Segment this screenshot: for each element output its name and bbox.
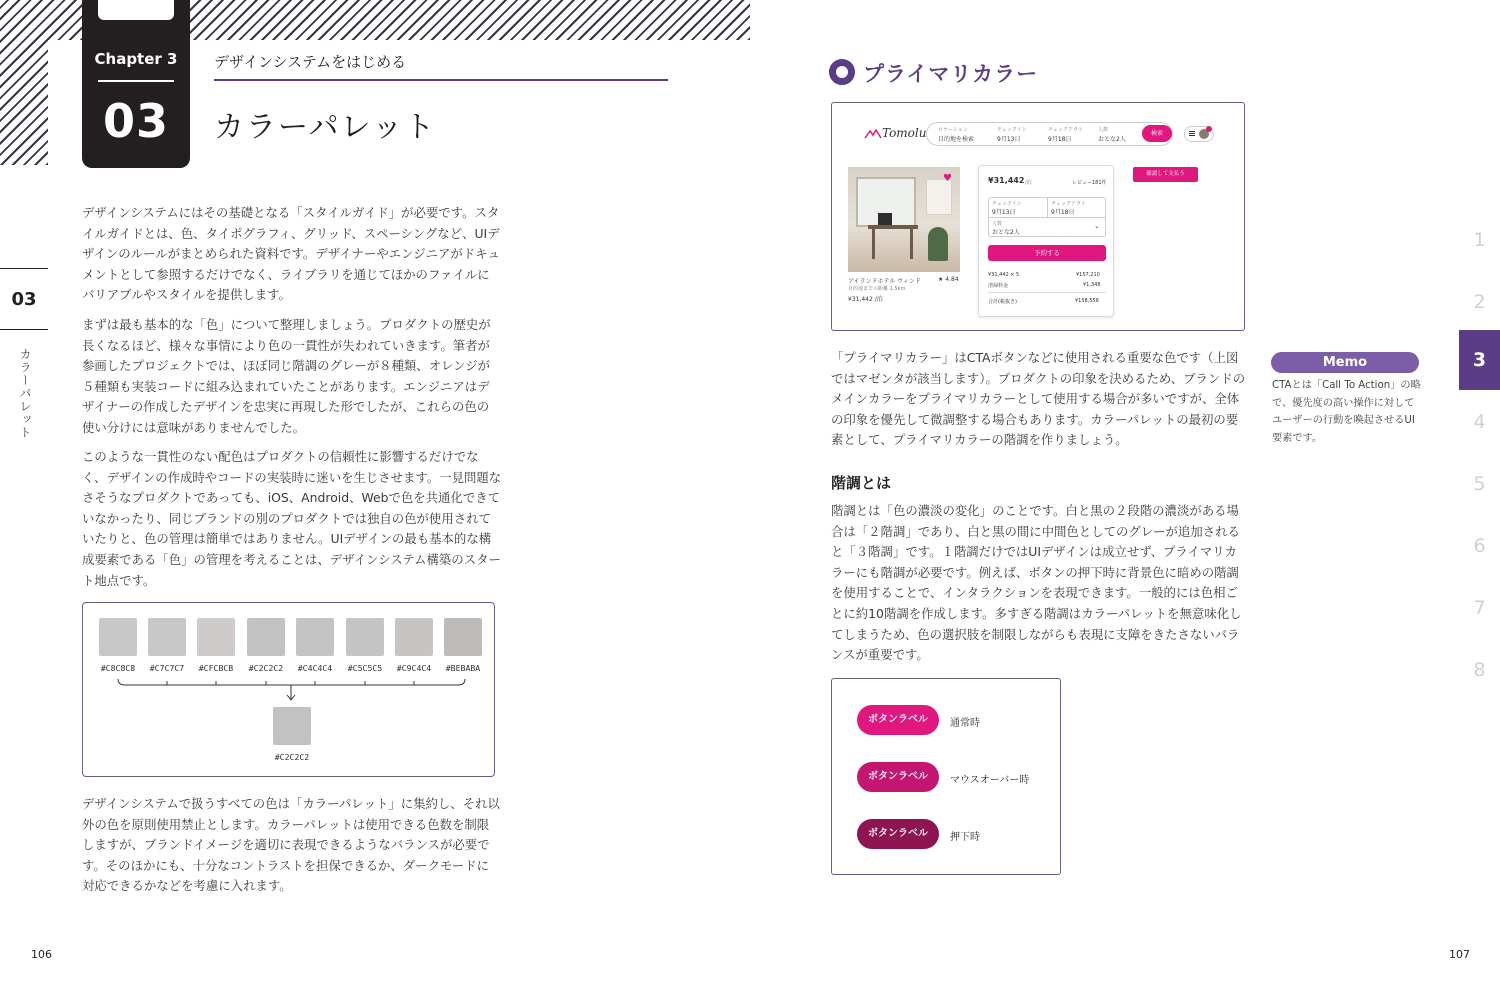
chapter-tab-4[interactable]: 4 [1473,411,1486,433]
menu-icon [1189,133,1195,134]
mock-booking-checkin-value: 9月13日 [992,209,1016,216]
mock-booking-guests-value: おとな2人 [992,229,1020,236]
swatch-label: #BEBABA [445,663,481,673]
mock-confirm-button: 確認して支払う [1133,167,1198,182]
body-paragraph-2: まずは最も基本的な「色」について整理しましょう。プロダクトの歴史が長くなるほど、様々な事情により色の一貫性が失われていきます。筆者が参画したプロジェクトでは、ほぼ同じ階調のグレーが８種類、オレンジが５種類も実装コードに組み込まれていたことがあります。エンジニアはデザイナーの作成したデザインを忠実に再現した形でしたが、これらの色の使い分けには意味がありませんでした。 [82,317,491,435]
chevron-down-icon: ⌄ [1094,222,1100,230]
page-title: カラーパレット [214,110,437,145]
primary-color-paragraph: 「プライマリカラー」はCTAボタンなどに使用される重要な色です（上図ではマゼンタが該当します）。プロダクトの印象を決めるため、ブランドのメインカラーをプライマリカラーとして使用する場合が多いですが、全体の印象を優先して微調整する場合もあります。カラーパレットの最初の要素として、プライマリカラーの階調を作りましょう。 [831,350,1246,448]
gradation-paragraph: 階調とは「色の濃淡の変化」のことです。白と黒の２段階の濃淡がある場合は「２階調」であり、白と黒の間に中間色としてのグレーが追加されると「３階調」です。１階調だけではUIデザインは成立せず、プライマリカラーにも階調が必要です。例えば、ボタンの押下時に背景色に暗めの階調を使用することで、インタラクションを表現できます。一般的には色相ごとに約10階調を作成します。多すぎる階調はカラーパレットを無意味化してしまうため、色の選択肢を制限しながらも表現に支障をきたさないバランスが重要です。 [831,503,1242,663]
mock-checkin-label: チェックイン [997,127,1027,133]
favorite-heart-icon: ♥ [943,173,952,184]
swatch-label: #C7C7C7 [149,663,185,673]
state-label-hover: マウスオーバー時 [950,775,1030,786]
mock-search-button: 検索 [1142,125,1172,142]
section-bullet-icon [829,59,855,85]
memo-text: CTAとは「Call To Action」の略で、優先度の高い操作に対してユーザーの行動を喚起させるUI要素です。 [1272,380,1421,444]
section-title: プライマリカラー [863,62,1039,86]
mock-line1-label: ¥31,442 × 5 [988,272,1020,278]
mock-hotel-price: ¥31,442 /泊 [848,296,883,303]
mock-total-value: ¥158,558 [1075,298,1099,304]
chapter-badge-rule [98,80,174,82]
chapter-tab-3[interactable]: 3 [1459,330,1500,390]
mock-reviews: レビュー181件 [1072,180,1107,186]
mock-location-label: ロケーション [938,127,968,133]
section-number: 03 [102,94,169,148]
mock-guests-value: おとな2人 [1098,136,1126,143]
notification-badge [1206,126,1212,132]
body-paragraph-1: デザインシステムにはその基礎となる「スタイルガイド」が必要です。スタイルガイドとは、色、タイポグラフィ、グリッド、スペーシングなど、UIデザインのルールがまとめられた資料です。デザイナーやエンジニアがドキュメントとして参照するだけでなく、ライブラリを通じてほかのファイルにバリアブルやスタイルを提供します。 [82,205,500,303]
swatch-label: #C8C8C8 [100,663,136,673]
decorative-hatch-left [0,40,48,165]
chapter-tab-7[interactable]: 7 [1473,597,1486,619]
button-states-figure [831,678,1061,875]
page-number-right: 107 [1449,948,1470,961]
section-kicker: デザインシステムをはじめる [214,53,407,71]
page-number-left: 106 [31,948,52,961]
swatch-label: #C9C4C4 [396,663,432,673]
chapter-label: Chapter 3 [94,50,178,68]
merge-bracket-arrow [83,603,496,713]
chapter-tab-5[interactable]: 5 [1473,473,1486,495]
kicker-rule [214,79,668,81]
side-section-title: カラーパレット [18,348,32,439]
mock-booking-per-night: /泊 [1025,180,1032,186]
gray-swatch-figure [82,602,495,777]
mock-booking-card [978,165,1114,317]
chapter-tab-6[interactable]: 6 [1473,535,1486,557]
button-hover-state[interactable]: ボタンラベル [857,762,939,792]
mock-booking-guests-label: 人数 [992,221,1003,227]
mock-checkout-value: 9月18日 [1048,136,1072,143]
mock-total-label: 合計(税抜き) [988,299,1017,305]
swatch-label: #CFCBCB [198,663,234,673]
chapter-tab-1[interactable]: 1 [1473,229,1486,251]
chapter-tab-2[interactable]: 2 [1473,291,1486,313]
mock-checkout-label: チェックアウト [1048,127,1083,133]
mock-hotel-name: アイランドホテル ウィンド [848,278,921,285]
mock-hotel-distance: 目的地までの距離 1.5km [848,286,906,292]
chapter-tab-8[interactable]: 8 [1473,659,1486,681]
side-rule-bottom [0,329,48,330]
mock-rating: ★ 4.84 [938,276,959,283]
state-label-pressed: 押下時 [950,832,980,843]
side-rule-top [0,268,48,269]
side-section-number: 03 [11,289,37,310]
mock-location-value: 目的地を検索 [938,136,975,143]
swatch-label: #C2C2C2 [248,663,284,673]
booking-ui-mockup [831,102,1245,331]
button-pressed-state[interactable]: ボタンラベル [857,819,939,849]
mock-booking-checkout-label: チェックアウト [1051,201,1086,207]
merged-color-swatch [273,707,311,745]
mock-booking-checkin-label: チェックイン [992,201,1022,207]
mock-guests-label: 人数 [1098,127,1109,133]
mock-logo: Tomolu [882,126,927,140]
mock-booking-price: ¥31,442 [988,176,1025,185]
mock-booking-checkout-value: 9月18日 [1051,209,1075,216]
mock-checkin-value: 9月13日 [997,136,1021,143]
body-paragraph-4: デザインシステムで扱うすべての色は「カラーパレット」に集約し、それ以外の色を原則使用禁止とします。カラーパレットは使用できる色数を制限しますが、ブランドイメージを適切に表現できるようなバランスが必要です。そのほかにも、十分なコントラストを担保できるか、ダークモードに対応できるかなどを考慮に入れます。 [82,796,500,894]
mock-line2-label: 清掃料金 [988,283,1009,289]
mock-reserve-button: 予約する [988,245,1106,261]
chapter-badge-tab [98,0,174,20]
mock-line1-value: ¥157,210 [1076,272,1100,278]
mock-line2-value: ¥1,348 [1083,282,1101,288]
state-label-normal: 通常時 [950,718,980,729]
logo-mark-icon [864,128,882,140]
merged-swatch-label: #C2C2C2 [274,752,310,762]
memo-label: Memo [1271,352,1419,373]
body-paragraph-3: このような一貫性のない配色はプロダクトの信頼性に影響するだけでなく、デザインの作成時やコードの実装時に迷いを生じさせます。一見問題なさそうなプロダクトであっても、iOS、Android、Webで色を共通化できていなかったり、同じブランドの別のプロダクトでは独自の色が使用されていたりと、色の管理は簡単ではありません。UIデザインの最も基本的な構成要素である「色」の管理を考えることは、デザインシステム構築のスタート地点です。 [82,449,502,588]
subheading-gradation: 階調とは [831,474,892,492]
swatch-label: #C5C5C5 [347,663,383,673]
swatch-label: #C4C4C4 [297,663,333,673]
chapter-badge [82,0,190,168]
button-normal-state[interactable]: ボタンラベル [857,705,939,735]
